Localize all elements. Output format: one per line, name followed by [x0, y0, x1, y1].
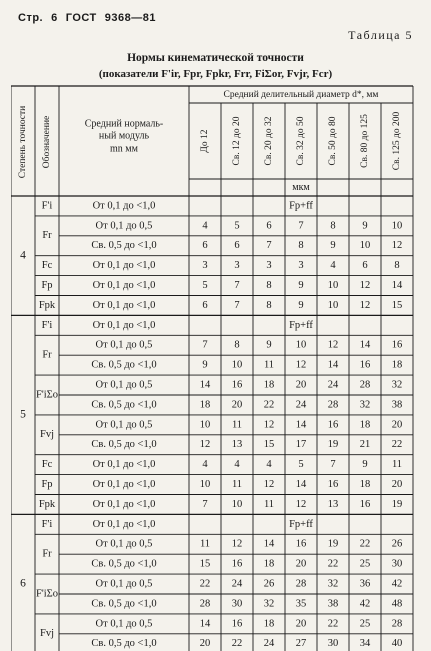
- value-cell: 24: [295, 399, 307, 411]
- value-cell: 4: [202, 459, 208, 471]
- module-cell: Св. 0,5 до <1,0: [91, 240, 157, 252]
- value-cell: 7: [298, 220, 304, 232]
- value-cell: 13: [327, 498, 339, 510]
- page-label: Стр.: [18, 12, 44, 24]
- value-cell: 16: [231, 618, 243, 630]
- diameter-header-4: Св. 50 до 80: [328, 116, 339, 166]
- module-cell: От 0,1 до 0,5: [95, 578, 153, 590]
- grade-cell: 5: [20, 408, 26, 421]
- value-cell: 22: [327, 558, 339, 570]
- value-cell: 19: [327, 538, 339, 550]
- value-cell: 16: [231, 379, 243, 391]
- value-cell: 10: [231, 498, 243, 510]
- grade-column-header: Степень точности: [18, 105, 29, 179]
- value-cell: 38: [327, 598, 339, 610]
- module-cell: От 0,1 до <1,0: [92, 498, 156, 510]
- diameter-header-6: Св. 125 до 200: [392, 111, 403, 171]
- value-cell: 16: [327, 478, 339, 490]
- module-header-line2: ный модуль: [98, 130, 150, 142]
- diameter-header-2: Св. 20 до 32: [264, 116, 275, 166]
- value-cell: 6: [234, 240, 240, 252]
- value-cell: 42: [359, 598, 371, 610]
- designation-cell: Fpk: [38, 299, 56, 311]
- value-cell: 11: [263, 359, 275, 371]
- module-cell: Св. 0,5 до <1,0: [91, 558, 157, 570]
- diameter-header-5: Св. 80 до 125: [360, 114, 371, 168]
- value-cell: 17: [295, 439, 307, 451]
- value-cell: 10: [327, 299, 339, 311]
- value-cell: 16: [231, 558, 243, 570]
- value-cell: 10: [327, 279, 339, 291]
- value-cell: 22: [327, 618, 339, 630]
- value-cell: 8: [234, 339, 240, 351]
- value-cell: 16: [359, 359, 371, 371]
- value-cell: 14: [327, 359, 339, 371]
- value-cell: 7: [202, 498, 208, 510]
- value-cell: 12: [391, 240, 403, 252]
- value-cell: 7: [234, 299, 240, 311]
- value-cell: 12: [199, 439, 211, 451]
- value-cell: 9: [330, 240, 336, 252]
- value-cell: 38: [391, 399, 403, 411]
- value-cell: 8: [266, 299, 272, 311]
- value-cell: 4: [202, 220, 208, 232]
- module-cell: Св. 0,5 до <1,0: [91, 359, 157, 371]
- designation-column-header: Обозначение: [42, 115, 53, 169]
- module-cell: Св. 0,5 до <1,0: [91, 598, 157, 610]
- value-cell: 11: [391, 459, 403, 471]
- module-cell: От 0,1 до <1,0: [92, 260, 156, 272]
- value-cell: 18: [263, 379, 275, 391]
- standard-code: 9368—81: [104, 12, 156, 24]
- value-cell: 28: [327, 399, 339, 411]
- value-cell: 24: [263, 638, 275, 650]
- value-cell: 15: [391, 299, 403, 311]
- designation-cell: F'i: [41, 518, 53, 530]
- module-cell: От 0,1 до <1,0: [92, 459, 156, 471]
- value-cell: 4: [330, 260, 336, 272]
- spanning-formula-cell: Fp+ff: [289, 319, 313, 331]
- value-cell: 11: [263, 498, 275, 510]
- module-cell: Св. 0,5 до <1,0: [91, 399, 157, 411]
- value-cell: 36: [359, 578, 371, 590]
- value-cell: 8: [266, 279, 272, 291]
- value-cell: 28: [295, 578, 307, 590]
- value-cell: 3: [298, 260, 304, 272]
- module-cell: От 0,1 до 0,5: [95, 618, 153, 630]
- value-cell: 14: [295, 419, 307, 431]
- designation-cell: Fp: [41, 478, 53, 490]
- designation-cell: F'i: [41, 319, 53, 331]
- diameter-header-3: Св. 32 до 50: [296, 116, 307, 166]
- value-cell: 6: [266, 220, 272, 232]
- value-cell: 34: [359, 638, 371, 650]
- value-cell: 30: [391, 558, 403, 570]
- module-cell: От 0,1 до 0,5: [95, 379, 153, 391]
- value-cell: 32: [263, 598, 275, 610]
- value-cell: 16: [359, 498, 371, 510]
- value-cell: 27: [295, 638, 307, 650]
- value-cell: 12: [359, 279, 371, 291]
- value-cell: 21: [359, 439, 371, 451]
- value-cell: 3: [266, 260, 272, 272]
- value-cell: 13: [231, 439, 243, 451]
- designation-cell: Fvj: [39, 628, 55, 640]
- value-cell: 24: [231, 578, 243, 590]
- value-cell: 18: [359, 478, 371, 490]
- value-cell: 18: [263, 558, 275, 570]
- value-cell: 30: [231, 598, 243, 610]
- page-header: [18, 12, 164, 24]
- spanning-formula-cell: Fp+ff: [289, 200, 313, 212]
- module-cell: От 0,1 до <1,0: [92, 200, 156, 212]
- value-cell: 6: [202, 240, 208, 252]
- value-cell: 5: [202, 279, 208, 291]
- value-cell: 10: [359, 240, 371, 252]
- value-cell: 19: [327, 439, 339, 451]
- page-number: 6: [51, 12, 58, 24]
- value-cell: 3: [234, 260, 240, 272]
- value-cell: 12: [295, 498, 307, 510]
- designation-cell: Fc: [41, 459, 53, 471]
- value-cell: 10: [231, 359, 243, 371]
- value-cell: 5: [234, 220, 240, 232]
- diameter-header-1: Св. 12 до 20: [232, 116, 243, 166]
- value-cell: 12: [295, 359, 307, 371]
- module-cell: От 0,1 до 0,5: [95, 538, 153, 550]
- diameter-header-0: До 12: [200, 129, 211, 153]
- designation-cell: Fr: [42, 548, 52, 560]
- unit-header: мкм: [292, 181, 310, 193]
- designation-cell: Fr: [42, 230, 52, 242]
- value-cell: 14: [295, 478, 307, 490]
- grade-cell: 6: [20, 577, 26, 590]
- value-cell: 15: [263, 439, 275, 451]
- value-cell: 4: [234, 459, 240, 471]
- value-cell: 40: [391, 638, 403, 650]
- module-cell: От 0,1 до <1,0: [92, 299, 156, 311]
- value-cell: 4: [266, 459, 272, 471]
- value-cell: 32: [327, 578, 339, 590]
- value-cell: 5: [298, 459, 304, 471]
- value-cell: 18: [359, 419, 371, 431]
- value-cell: 30: [327, 638, 339, 650]
- value-cell: 20: [295, 618, 307, 630]
- value-cell: 20: [391, 478, 403, 490]
- module-cell: От 0,1 до <1,0: [92, 518, 156, 530]
- value-cell: 11: [231, 419, 243, 431]
- value-cell: 20: [199, 638, 211, 650]
- table-label: Таблица 5: [348, 28, 413, 42]
- value-cell: 9: [298, 279, 304, 291]
- value-cell: 7: [234, 279, 240, 291]
- value-cell: 12: [359, 299, 371, 311]
- value-cell: 8: [298, 240, 304, 252]
- value-cell: 14: [199, 379, 211, 391]
- designation-cell: Fpk: [38, 498, 56, 510]
- value-cell: 11: [231, 478, 243, 490]
- value-cell: 7: [330, 459, 336, 471]
- designation-cell: Fvj: [39, 429, 55, 441]
- value-cell: 6: [202, 299, 208, 311]
- value-cell: 16: [295, 538, 307, 550]
- table-subtitle: (показатели F'ir, Fpr, Fpkr, Frr, FiΣor, Fvjr, Fcr): [98, 68, 333, 80]
- value-cell: 26: [391, 538, 403, 550]
- value-cell: 22: [263, 399, 275, 411]
- value-cell: 10: [391, 220, 403, 232]
- value-cell: 22: [231, 638, 243, 650]
- accuracy-table: [11, 83, 415, 651]
- table-title: Нормы кинематической точности: [127, 52, 304, 64]
- module-header-unit: mn мм: [110, 143, 138, 155]
- value-cell: 28: [199, 598, 211, 610]
- value-cell: 22: [391, 439, 403, 451]
- value-cell: 28: [391, 618, 403, 630]
- value-cell: 25: [359, 558, 371, 570]
- module-header-line1: Средний нормаль-: [84, 118, 164, 130]
- value-cell: 42: [391, 578, 403, 590]
- value-cell: 9: [298, 299, 304, 311]
- value-cell: 22: [359, 538, 371, 550]
- value-cell: 48: [391, 598, 403, 610]
- module-cell: От 0,1 до 0,5: [95, 220, 153, 232]
- value-cell: 25: [359, 618, 371, 630]
- value-cell: 8: [330, 220, 336, 232]
- designation-cell: F'iΣo: [35, 389, 59, 401]
- value-cell: 16: [391, 339, 403, 351]
- value-cell: 11: [199, 538, 211, 550]
- value-cell: 10: [295, 339, 307, 351]
- value-cell: 14: [263, 538, 275, 550]
- module-cell: От 0,1 до <1,0: [92, 279, 156, 291]
- value-cell: 22: [199, 578, 211, 590]
- value-cell: 16: [327, 419, 339, 431]
- value-cell: 20: [391, 419, 403, 431]
- value-cell: 18: [199, 399, 211, 411]
- module-cell: От 0,1 до 0,5: [95, 339, 153, 351]
- value-cell: 14: [391, 279, 403, 291]
- value-cell: 3: [202, 260, 208, 272]
- value-cell: 7: [202, 339, 208, 351]
- value-cell: 18: [391, 359, 403, 371]
- value-cell: 32: [391, 379, 403, 391]
- value-cell: 12: [231, 538, 243, 550]
- value-cell: 9: [362, 220, 368, 232]
- value-cell: 12: [263, 419, 275, 431]
- designation-cell: F'iΣo: [35, 588, 59, 600]
- value-cell: 8: [394, 260, 400, 272]
- value-cell: 32: [359, 399, 371, 411]
- diameter-group-header: Средний делительный диаметр d*, мм: [223, 90, 379, 101]
- module-cell: Св. 0,5 до <1,0: [91, 439, 157, 451]
- value-cell: 19: [391, 498, 403, 510]
- grade-cell: 4: [20, 249, 26, 262]
- value-cell: 24: [327, 379, 339, 391]
- value-cell: 20: [231, 399, 243, 411]
- module-cell: От 0,1 до 0,5: [95, 419, 153, 431]
- standard-name: ГОСТ: [65, 12, 97, 24]
- module-cell: От 0,1 до <1,0: [92, 478, 156, 490]
- value-cell: 15: [199, 558, 211, 570]
- designation-cell: Fp: [41, 279, 53, 291]
- value-cell: 14: [199, 618, 211, 630]
- value-cell: 28: [359, 379, 371, 391]
- value-cell: 12: [327, 339, 339, 351]
- spanning-formula-cell: Fp+ff: [289, 518, 313, 530]
- value-cell: 14: [359, 339, 371, 351]
- designation-cell: Fc: [41, 260, 53, 272]
- module-cell: От 0,1 до <1,0: [92, 319, 156, 331]
- value-cell: 7: [266, 240, 272, 252]
- designation-cell: F'i: [41, 200, 53, 212]
- value-cell: 9: [362, 459, 368, 471]
- value-cell: 18: [263, 618, 275, 630]
- value-cell: 10: [199, 478, 211, 490]
- value-cell: 9: [266, 339, 272, 351]
- value-cell: 20: [295, 558, 307, 570]
- designation-cell: Fr: [42, 349, 52, 361]
- value-cell: 26: [263, 578, 275, 590]
- module-cell: Св. 0,5 до <1,0: [91, 638, 157, 650]
- value-cell: 10: [199, 419, 211, 431]
- value-cell: 20: [295, 379, 307, 391]
- value-cell: 12: [263, 478, 275, 490]
- value-cell: 9: [202, 359, 208, 371]
- value-cell: 35: [295, 598, 307, 610]
- value-cell: 6: [362, 260, 368, 272]
